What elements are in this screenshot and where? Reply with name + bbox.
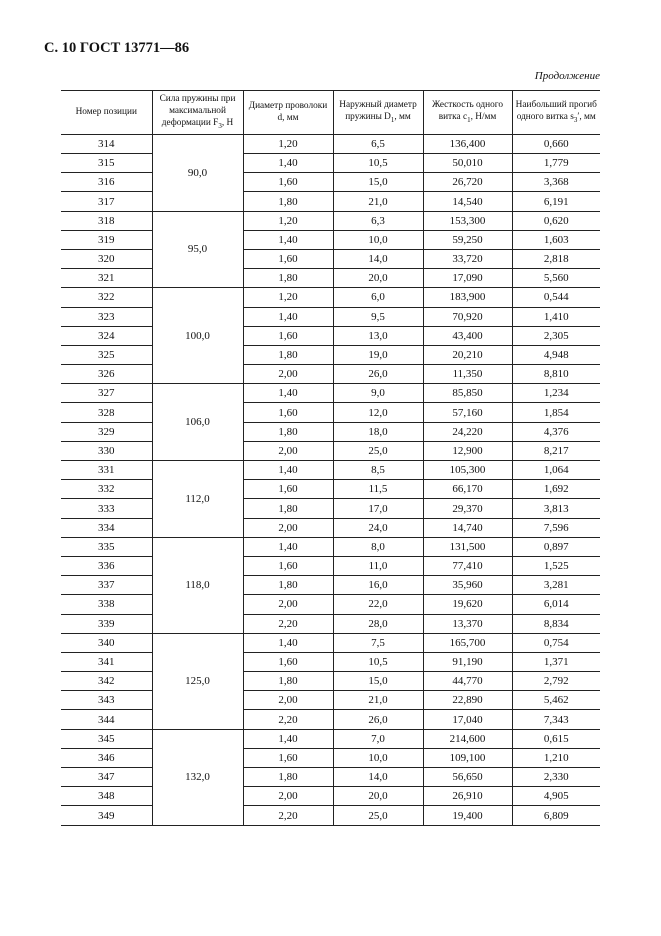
- position-cell: 320: [61, 249, 152, 268]
- outer-diameter-cell: 11,5: [333, 480, 423, 499]
- wire-diameter-cell: 2,20: [243, 806, 333, 825]
- wire-diameter-cell: 1,80: [243, 672, 333, 691]
- wire-diameter-cell: 2,00: [243, 595, 333, 614]
- position-cell: 316: [61, 173, 152, 192]
- position-cell: 341: [61, 652, 152, 671]
- wire-diameter-cell: 1,60: [243, 556, 333, 575]
- column-header-stiffness: Жесткость одного витка $c_1$, Н/мм: [423, 91, 512, 135]
- wire-diameter-cell: 1,20: [243, 134, 333, 153]
- position-cell: 349: [61, 806, 152, 825]
- wire-diameter-cell: 2,20: [243, 614, 333, 633]
- wire-diameter-cell: 1,20: [243, 211, 333, 230]
- outer-diameter-cell: 20,0: [333, 269, 423, 288]
- max-deflection-cell: 4,376: [512, 422, 600, 441]
- table-row: [61, 422, 600, 441]
- stiffness-cell: 24,220: [423, 422, 512, 441]
- max-deflection-cell: 4,948: [512, 345, 600, 364]
- table-row: [61, 652, 600, 671]
- table-row: [61, 537, 600, 556]
- table-row: [61, 518, 600, 537]
- outer-diameter-cell: 6,3: [333, 211, 423, 230]
- stiffness-cell: 12,900: [423, 441, 512, 460]
- wire-diameter-cell: 1,40: [243, 230, 333, 249]
- position-cell: 318: [61, 211, 152, 230]
- outer-diameter-cell: 9,5: [333, 307, 423, 326]
- force-cell: 112,0: [152, 461, 243, 538]
- wire-diameter-cell: 1,80: [243, 192, 333, 211]
- max-deflection-cell: 1,064: [512, 461, 600, 480]
- wire-diameter-cell: 1,60: [243, 748, 333, 767]
- wire-diameter-cell: 1,80: [243, 576, 333, 595]
- stiffness-cell: 19,400: [423, 806, 512, 825]
- outer-diameter-cell: 21,0: [333, 192, 423, 211]
- position-cell: 317: [61, 192, 152, 211]
- position-cell: 335: [61, 537, 152, 556]
- stiffness-cell: 105,300: [423, 461, 512, 480]
- stiffness-cell: 14,740: [423, 518, 512, 537]
- max-deflection-cell: 0,897: [512, 537, 600, 556]
- stiffness-cell: 13,370: [423, 614, 512, 633]
- outer-diameter-cell: 20,0: [333, 787, 423, 806]
- position-cell: 343: [61, 691, 152, 710]
- wire-diameter-cell: 1,60: [243, 326, 333, 345]
- table-row: [61, 365, 600, 384]
- position-cell: 334: [61, 518, 152, 537]
- table-row: [61, 729, 600, 748]
- table-row: [61, 211, 600, 230]
- stiffness-cell: 50,010: [423, 154, 512, 173]
- outer-diameter-cell: 26,0: [333, 710, 423, 729]
- table-row: [61, 556, 600, 575]
- wire-diameter-cell: 2,00: [243, 691, 333, 710]
- stiffness-cell: 14,540: [423, 192, 512, 211]
- position-cell: 325: [61, 345, 152, 364]
- column-header-position: Номер позиции: [61, 91, 152, 135]
- table-row: [61, 499, 600, 518]
- stiffness-cell: 70,920: [423, 307, 512, 326]
- outer-diameter-cell: 8,5: [333, 461, 423, 480]
- outer-diameter-cell: 16,0: [333, 576, 423, 595]
- outer-diameter-cell: 7,5: [333, 633, 423, 652]
- position-cell: 344: [61, 710, 152, 729]
- outer-diameter-cell: 17,0: [333, 499, 423, 518]
- wire-diameter-cell: 1,60: [243, 652, 333, 671]
- stiffness-cell: 136,400: [423, 134, 512, 153]
- outer-diameter-cell: 25,0: [333, 806, 423, 825]
- table-row: [61, 441, 600, 460]
- table-row: [61, 480, 600, 499]
- position-cell: 338: [61, 595, 152, 614]
- wire-diameter-cell: 1,40: [243, 537, 333, 556]
- wire-diameter-cell: 1,40: [243, 307, 333, 326]
- force-cell: 132,0: [152, 729, 243, 825]
- wire-diameter-cell: 1,40: [243, 154, 333, 173]
- stiffness-cell: 56,650: [423, 768, 512, 787]
- outer-diameter-cell: 22,0: [333, 595, 423, 614]
- outer-diameter-cell: 14,0: [333, 768, 423, 787]
- max-deflection-cell: 7,596: [512, 518, 600, 537]
- table-body: [61, 134, 600, 825]
- stiffness-cell: 26,910: [423, 787, 512, 806]
- position-cell: 330: [61, 441, 152, 460]
- wire-diameter-cell: 1,40: [243, 633, 333, 652]
- max-deflection-cell: 0,544: [512, 288, 600, 307]
- outer-diameter-cell: 7,0: [333, 729, 423, 748]
- table-row: [61, 595, 600, 614]
- page-header: С. 10 ГОСТ 13771—86: [44, 40, 190, 56]
- outer-diameter-cell: 6,5: [333, 134, 423, 153]
- max-deflection-cell: 2,305: [512, 326, 600, 345]
- position-cell: 315: [61, 154, 152, 173]
- table-row: [61, 710, 600, 729]
- outer-diameter-cell: 10,0: [333, 748, 423, 767]
- table-row: [61, 249, 600, 268]
- table-row: [61, 288, 600, 307]
- table-row: [61, 345, 600, 364]
- table-row: [61, 326, 600, 345]
- outer-diameter-cell: 10,0: [333, 230, 423, 249]
- max-deflection-cell: 3,813: [512, 499, 600, 518]
- max-deflection-cell: 6,191: [512, 192, 600, 211]
- stiffness-cell: 17,090: [423, 269, 512, 288]
- stiffness-cell: 183,900: [423, 288, 512, 307]
- stiffness-cell: 19,620: [423, 595, 512, 614]
- wire-diameter-cell: 1,40: [243, 729, 333, 748]
- max-deflection-cell: 1,779: [512, 154, 600, 173]
- table-row: [61, 806, 600, 825]
- table-row: [61, 192, 600, 211]
- wire-diameter-cell: 1,40: [243, 461, 333, 480]
- stiffness-cell: 77,410: [423, 556, 512, 575]
- stiffness-cell: 131,500: [423, 537, 512, 556]
- table-row: [61, 173, 600, 192]
- outer-diameter-cell: 10,5: [333, 652, 423, 671]
- max-deflection-cell: 1,603: [512, 230, 600, 249]
- wire-diameter-cell: 2,00: [243, 518, 333, 537]
- table-row: [61, 633, 600, 652]
- force-cell: 106,0: [152, 384, 243, 461]
- position-cell: 336: [61, 556, 152, 575]
- stiffness-cell: 66,170: [423, 480, 512, 499]
- position-cell: 339: [61, 614, 152, 633]
- stiffness-cell: 85,850: [423, 384, 512, 403]
- wire-diameter-cell: 2,00: [243, 441, 333, 460]
- outer-diameter-cell: 19,0: [333, 345, 423, 364]
- position-cell: 345: [61, 729, 152, 748]
- max-deflection-cell: 1,854: [512, 403, 600, 422]
- max-deflection-cell: 1,210: [512, 748, 600, 767]
- stiffness-cell: 26,720: [423, 173, 512, 192]
- wire-diameter-cell: 1,40: [243, 384, 333, 403]
- outer-diameter-cell: 15,0: [333, 672, 423, 691]
- position-cell: 346: [61, 748, 152, 767]
- max-deflection-cell: 6,014: [512, 595, 600, 614]
- outer-diameter-cell: 14,0: [333, 249, 423, 268]
- position-cell: 332: [61, 480, 152, 499]
- max-deflection-cell: 1,525: [512, 556, 600, 575]
- wire-diameter-cell: 1,60: [243, 173, 333, 192]
- max-deflection-cell: 8,217: [512, 441, 600, 460]
- stiffness-cell: 22,890: [423, 691, 512, 710]
- position-cell: 329: [61, 422, 152, 441]
- column-header-wire-diameter: Диаметр проволоки d, мм: [243, 91, 333, 135]
- table-row: [61, 403, 600, 422]
- max-deflection-cell: 5,462: [512, 691, 600, 710]
- position-cell: 347: [61, 768, 152, 787]
- stiffness-cell: 91,190: [423, 652, 512, 671]
- max-deflection-cell: 1,234: [512, 384, 600, 403]
- max-deflection-cell: 8,834: [512, 614, 600, 633]
- stiffness-cell: 165,700: [423, 633, 512, 652]
- column-header-force: Сила пружины при максимальной деформации $F_3$, Н: [152, 91, 243, 135]
- table-row: [61, 614, 600, 633]
- wire-diameter-cell: 1,80: [243, 768, 333, 787]
- wire-diameter-cell: 1,60: [243, 403, 333, 422]
- continuation-label: Продолжение: [534, 70, 600, 82]
- max-deflection-cell: 6,809: [512, 806, 600, 825]
- column-header-max-deflection: Наибольший прогиб одного витка $s_3'$, мм: [512, 91, 600, 135]
- outer-diameter-cell: 6,0: [333, 288, 423, 307]
- max-deflection-cell: 4,905: [512, 787, 600, 806]
- outer-diameter-cell: 11,0: [333, 556, 423, 575]
- outer-diameter-cell: 8,0: [333, 537, 423, 556]
- force-cell: 95,0: [152, 211, 243, 288]
- position-cell: 333: [61, 499, 152, 518]
- position-cell: 327: [61, 384, 152, 403]
- outer-diameter-cell: 10,5: [333, 154, 423, 173]
- position-cell: 348: [61, 787, 152, 806]
- table-row: [61, 748, 600, 767]
- wire-diameter-cell: 1,80: [243, 422, 333, 441]
- position-cell: 323: [61, 307, 152, 326]
- outer-diameter-cell: 25,0: [333, 441, 423, 460]
- position-cell: 324: [61, 326, 152, 345]
- position-cell: 314: [61, 134, 152, 153]
- position-cell: 331: [61, 461, 152, 480]
- stiffness-cell: 33,720: [423, 249, 512, 268]
- max-deflection-cell: 8,810: [512, 365, 600, 384]
- column-header-outer-diameter: Наружный диаметр пружины $D_1$, мм: [333, 91, 423, 135]
- table-row: [61, 134, 600, 153]
- table-row: [61, 576, 600, 595]
- wire-diameter-cell: 1,80: [243, 499, 333, 518]
- position-cell: 321: [61, 269, 152, 288]
- max-deflection-cell: 3,281: [512, 576, 600, 595]
- stiffness-cell: 43,400: [423, 326, 512, 345]
- outer-diameter-cell: 21,0: [333, 691, 423, 710]
- table-row: [61, 787, 600, 806]
- stiffness-cell: 17,040: [423, 710, 512, 729]
- position-cell: 342: [61, 672, 152, 691]
- stiffness-cell: 109,100: [423, 748, 512, 767]
- max-deflection-cell: 1,410: [512, 307, 600, 326]
- max-deflection-cell: 2,792: [512, 672, 600, 691]
- outer-diameter-cell: 24,0: [333, 518, 423, 537]
- stiffness-cell: 44,770: [423, 672, 512, 691]
- wire-diameter-cell: 2,20: [243, 710, 333, 729]
- table-row: [61, 672, 600, 691]
- max-deflection-cell: 0,615: [512, 729, 600, 748]
- wire-diameter-cell: 1,20: [243, 288, 333, 307]
- table-row: [61, 384, 600, 403]
- stiffness-cell: 153,300: [423, 211, 512, 230]
- max-deflection-cell: 1,371: [512, 652, 600, 671]
- position-cell: 322: [61, 288, 152, 307]
- wire-diameter-cell: 1,80: [243, 269, 333, 288]
- stiffness-cell: 11,350: [423, 365, 512, 384]
- wire-diameter-cell: 2,00: [243, 365, 333, 384]
- table-row: [61, 768, 600, 787]
- position-cell: 328: [61, 403, 152, 422]
- max-deflection-cell: 0,754: [512, 633, 600, 652]
- table-row: [61, 307, 600, 326]
- wire-diameter-cell: 1,60: [243, 249, 333, 268]
- max-deflection-cell: 5,560: [512, 269, 600, 288]
- max-deflection-cell: 0,660: [512, 134, 600, 153]
- stiffness-cell: 214,600: [423, 729, 512, 748]
- max-deflection-cell: 2,818: [512, 249, 600, 268]
- outer-diameter-cell: 18,0: [333, 422, 423, 441]
- table-row: [61, 154, 600, 173]
- force-cell: 90,0: [152, 134, 243, 211]
- outer-diameter-cell: 15,0: [333, 173, 423, 192]
- position-cell: 326: [61, 365, 152, 384]
- stiffness-cell: 57,160: [423, 403, 512, 422]
- table-row: [61, 461, 600, 480]
- max-deflection-cell: 0,620: [512, 211, 600, 230]
- force-cell: 125,0: [152, 633, 243, 729]
- table-header-row: [61, 91, 600, 135]
- max-deflection-cell: 3,368: [512, 173, 600, 192]
- max-deflection-cell: 1,692: [512, 480, 600, 499]
- outer-diameter-cell: 13,0: [333, 326, 423, 345]
- outer-diameter-cell: 28,0: [333, 614, 423, 633]
- table-row: [61, 269, 600, 288]
- position-cell: 340: [61, 633, 152, 652]
- stiffness-cell: 35,960: [423, 576, 512, 595]
- position-cell: 319: [61, 230, 152, 249]
- wire-diameter-cell: 1,80: [243, 345, 333, 364]
- outer-diameter-cell: 12,0: [333, 403, 423, 422]
- outer-diameter-cell: 26,0: [333, 365, 423, 384]
- stiffness-cell: 29,370: [423, 499, 512, 518]
- table-row: [61, 230, 600, 249]
- outer-diameter-cell: 9,0: [333, 384, 423, 403]
- force-cell: 118,0: [152, 537, 243, 633]
- max-deflection-cell: 2,330: [512, 768, 600, 787]
- wire-diameter-cell: 2,00: [243, 787, 333, 806]
- position-cell: 337: [61, 576, 152, 595]
- spring-parameters-table: [61, 90, 600, 826]
- stiffness-cell: 59,250: [423, 230, 512, 249]
- table-row: [61, 691, 600, 710]
- force-cell: 100,0: [152, 288, 243, 384]
- wire-diameter-cell: 1,60: [243, 480, 333, 499]
- stiffness-cell: 20,210: [423, 345, 512, 364]
- max-deflection-cell: 7,343: [512, 710, 600, 729]
